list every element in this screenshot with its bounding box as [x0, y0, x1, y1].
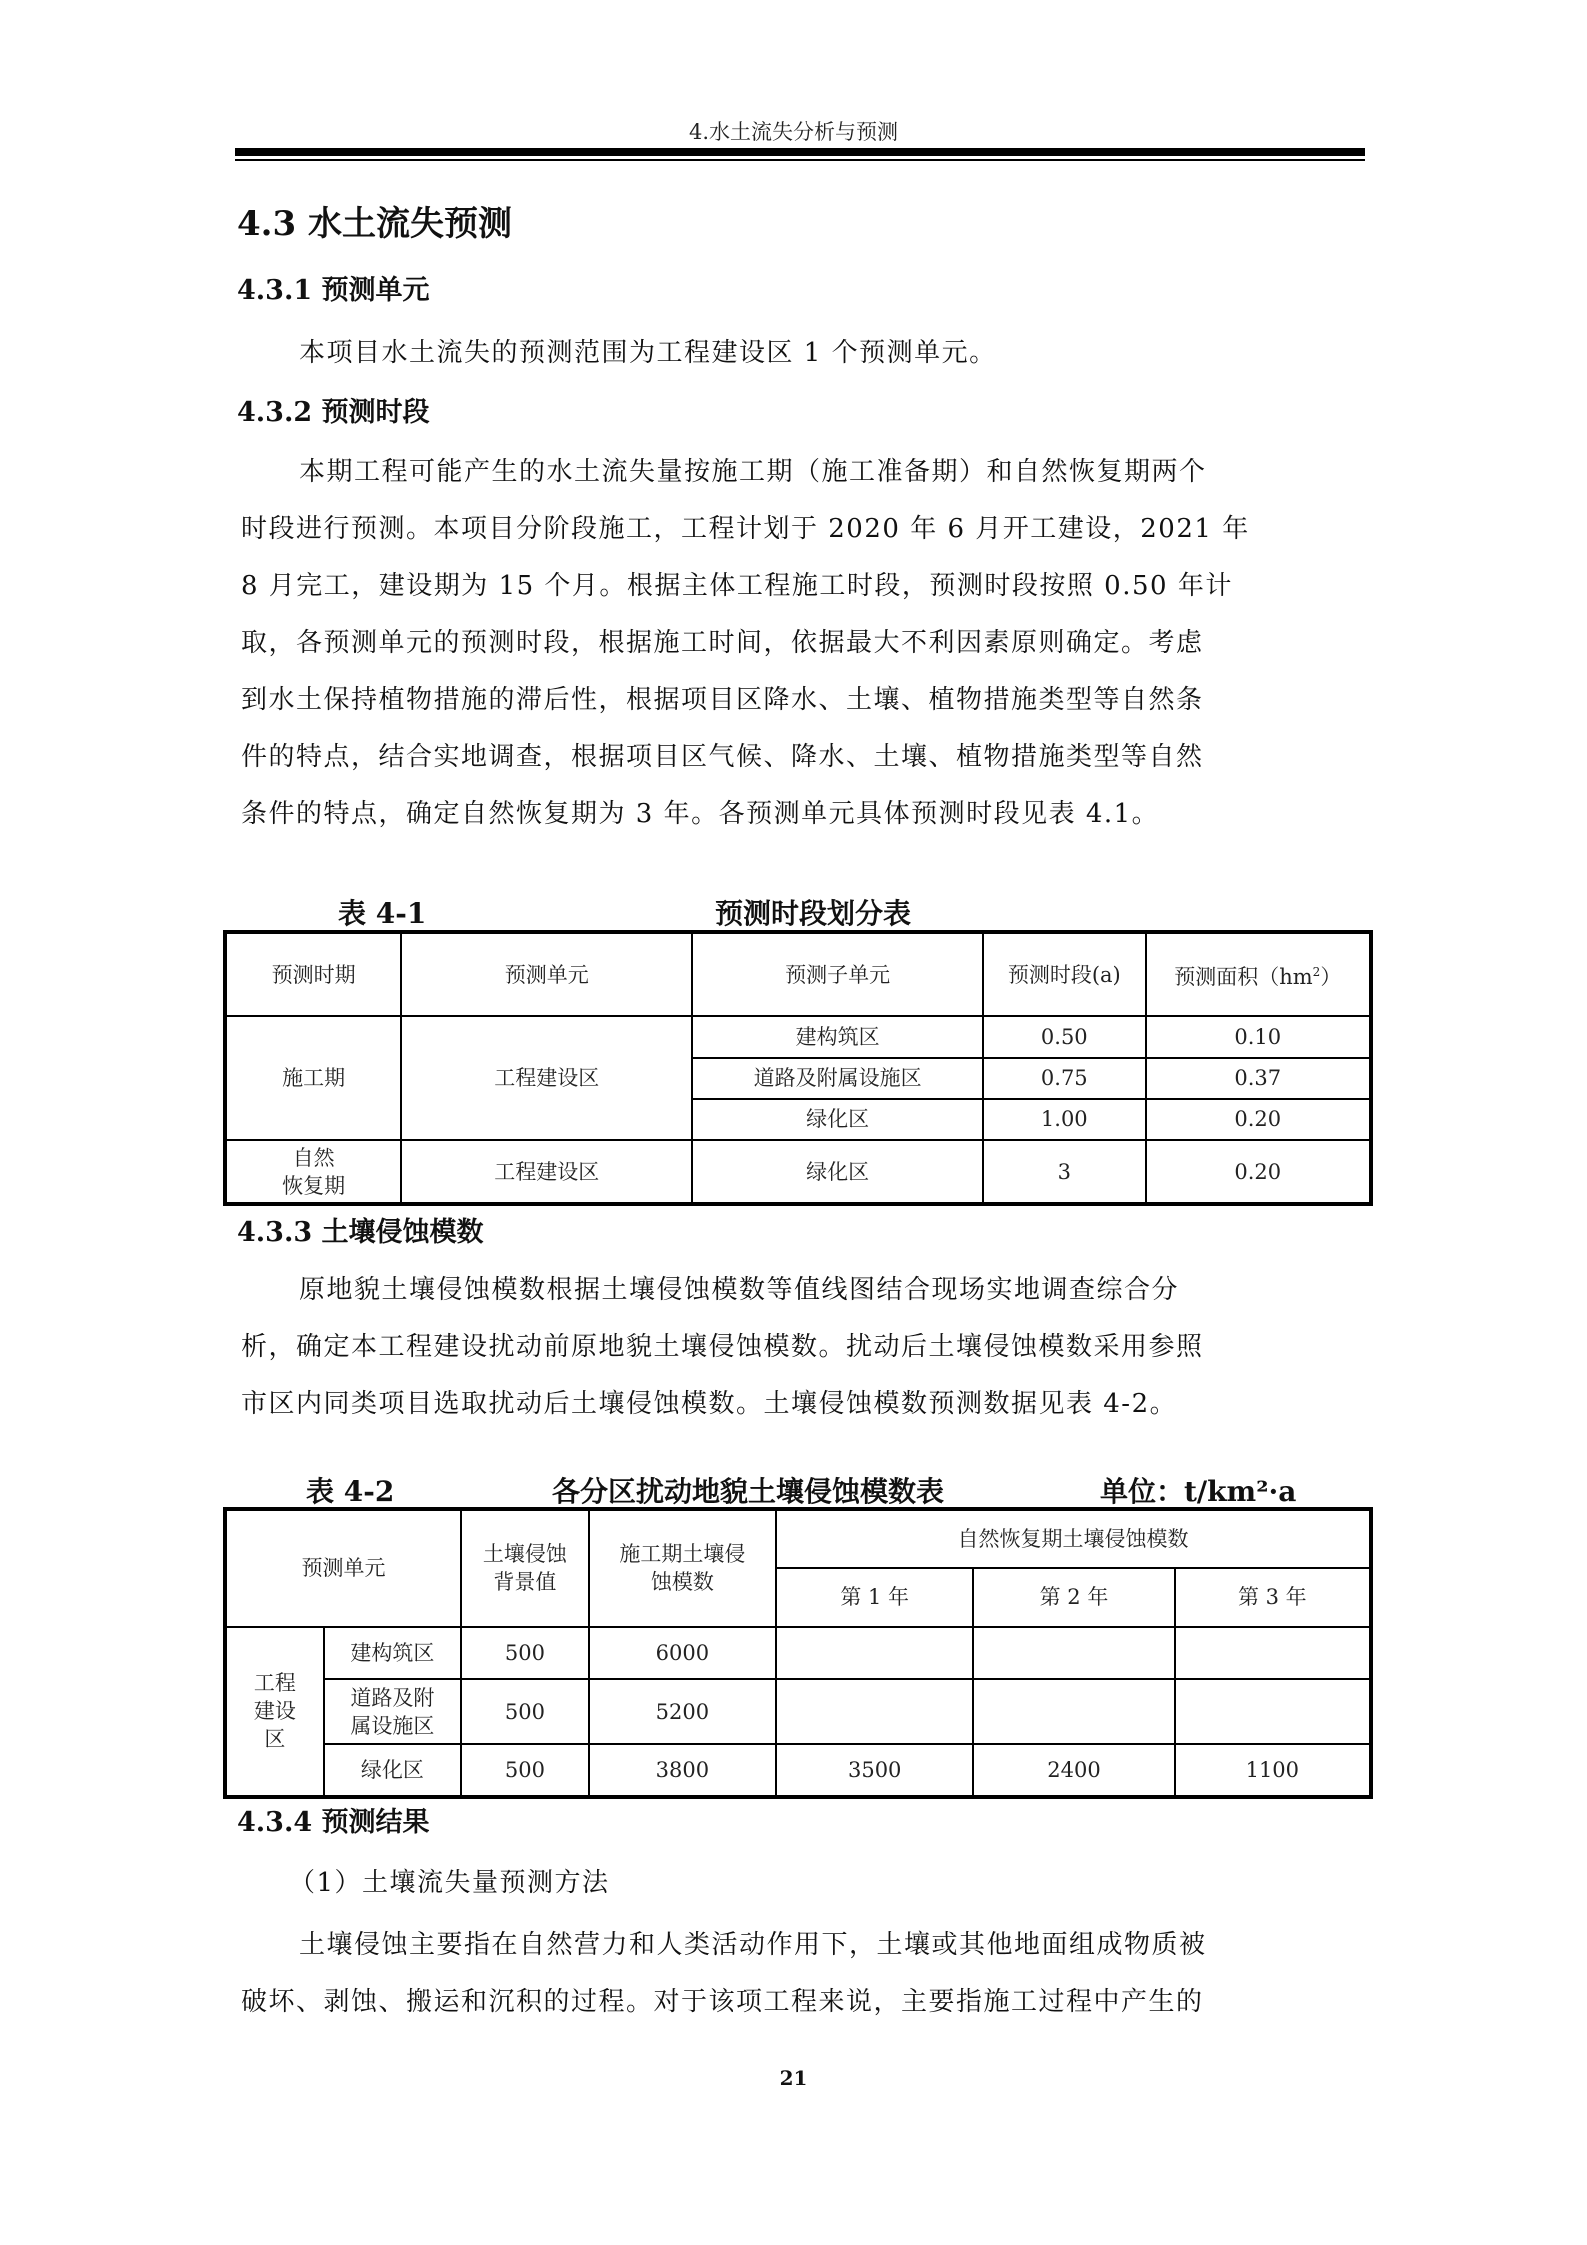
table-header-row	[225, 932, 1371, 1016]
table-row	[225, 1679, 1371, 1744]
header-cell: 土壤侵蚀 背景值	[461, 1509, 589, 1627]
paragraph-line: 市区内同类项目选取扰动后土壤侵蚀模数。土壤侵蚀模数预测数据见表 4-2。	[241, 1389, 1178, 1419]
table-header-row	[225, 1509, 1371, 1568]
heading-4-3-1: 4.3.1 预测单元	[237, 275, 430, 306]
sub-unit-cell: 绿化区	[692, 1140, 983, 1204]
value-cell: 500	[461, 1744, 589, 1797]
paragraph-line: 本期工程可能产生的水土流失量按施工期（施工准备期）和自然恢复期两个	[299, 457, 1207, 487]
paragraph-text: 本项目水土流失的预测范围为工程建设区 1 个预测单元。	[299, 338, 997, 368]
list-item-1: （1）土壤流失量预测方法	[289, 1868, 610, 1898]
section-title: 4.3 水土流失预测	[237, 204, 512, 244]
duration-cell: 0.50	[983, 1016, 1146, 1057]
header-cell: 预测面积$(hm^2)$	[1146, 932, 1371, 1016]
value-cell	[1175, 1627, 1371, 1680]
paragraph-4-3-4	[241, 1917, 1361, 2031]
value-cell: 1100	[1175, 1744, 1371, 1797]
subunit-cell: 道路及附 属设施区	[324, 1679, 461, 1744]
paragraph-line: 析，确定本工程建设扰动前原地貌土壤侵蚀模数。扰动后土壤侵蚀模数采用参照	[241, 1332, 1204, 1362]
header-cell: 第 1 年	[776, 1568, 973, 1627]
table-row	[225, 1627, 1371, 1680]
header-cell: 第 2 年	[973, 1568, 1174, 1627]
table2-label: 表 4-2	[306, 1475, 395, 1508]
table1-title: 预测时段划分表	[715, 897, 912, 930]
heading-4-3-3: 4.3.3 土壤侵蚀模数	[237, 1217, 484, 1248]
header-cell: 预测单元	[401, 932, 692, 1016]
paragraph-line: 到水土保持植物措施的滞后性，根据项目区降水、土壤、植物措施类型等自然条	[241, 685, 1204, 715]
header-cell: 自然恢复期土壤侵蚀模数	[776, 1509, 1371, 1568]
value-cell	[776, 1627, 973, 1680]
table2-unit: 单位：t/km²·a	[1100, 1475, 1297, 1508]
unit-cell: 工程建设区	[401, 1016, 692, 1140]
value-cell: 500	[461, 1679, 589, 1744]
table-4-2	[223, 1507, 1373, 1799]
period-cell: 自然 恢复期	[225, 1140, 401, 1204]
table-row	[225, 1744, 1371, 1797]
value-cell: 2400	[973, 1744, 1174, 1797]
table-row	[225, 1016, 1371, 1057]
paragraph-4-3-2	[241, 444, 1361, 843]
header-cell: 预测单元	[225, 1509, 461, 1627]
paragraph-line: 时段进行预测。本项目分阶段施工，工程计划于 2020 年 6 月开工建设，2021 年	[241, 514, 1250, 544]
heading-4-3-4: 4.3.4 预测结果	[237, 1807, 430, 1838]
paragraph-line: 破坏、剥蚀、搬运和沉积的过程。对于该项工程来说，主要指施工过程中产生的	[241, 1987, 1204, 2017]
sub-unit-cell: 建构筑区	[692, 1016, 983, 1057]
heading-4-3-2: 4.3.2 预测时段	[237, 397, 430, 428]
unit-cell: 工程建设区	[401, 1140, 692, 1204]
page-number: 21	[779, 2066, 808, 2090]
value-cell: 3500	[776, 1744, 973, 1797]
table1-label: 表 4-1	[338, 897, 427, 930]
paragraph-line: 件的特点，结合实地调查，根据项目区气候、降水、土壤、植物措施类型等自然	[241, 742, 1204, 772]
group-cell: 工程 建设 区	[225, 1627, 324, 1797]
header-cell: 预测时段(a)	[983, 932, 1146, 1016]
paragraph-4-3-1	[241, 325, 1361, 382]
header-rule-thick	[235, 148, 1365, 156]
value-cell	[973, 1627, 1174, 1680]
duration-cell: 3	[983, 1140, 1146, 1204]
header-cell: 第 3 年	[1175, 1568, 1371, 1627]
area-cell: 0.20	[1146, 1099, 1371, 1140]
paragraph-line: 条件的特点，确定自然恢复期为 3 年。各预测单元具体预测时段见表 4.1。	[241, 799, 1160, 829]
header-cell: 预测子单元	[692, 932, 983, 1016]
header-cell: 预测时期	[225, 932, 401, 1016]
table-4-1	[223, 930, 1373, 1206]
table-row	[225, 1140, 1371, 1204]
area-cell: 0.10	[1146, 1016, 1371, 1057]
value-cell: 500	[461, 1627, 589, 1680]
paragraph-line: 8 月完工，建设期为 15 个月。根据主体工程施工时段，预测时段按照 0.50 年计	[241, 571, 1233, 601]
value-cell	[1175, 1679, 1371, 1744]
area-cell: 0.20	[1146, 1140, 1371, 1204]
paragraph-4-3-3	[241, 1262, 1361, 1433]
subunit-cell: 建构筑区	[324, 1627, 461, 1680]
area-cell: 0.37	[1146, 1058, 1371, 1099]
duration-cell: 1.00	[983, 1099, 1146, 1140]
sub-unit-cell: 绿化区	[692, 1099, 983, 1140]
sub-unit-cell: 道路及附属设施区	[692, 1058, 983, 1099]
value-cell: 6000	[589, 1627, 776, 1680]
subunit-cell: 绿化区	[324, 1744, 461, 1797]
value-cell: 5200	[589, 1679, 776, 1744]
paragraph-line: 取，各预测单元的预测时段，根据施工时间，依据最大不利因素原则确定。考虑	[241, 628, 1204, 658]
value-cell: 3800	[589, 1744, 776, 1797]
value-cell	[776, 1679, 973, 1744]
header-cell: 施工期土壤侵 蚀模数	[589, 1509, 776, 1627]
paragraph-line: 土壤侵蚀主要指在自然营力和人类活动作用下，土壤或其他地面组成物质被	[299, 1930, 1207, 1960]
period-cell: 施工期	[225, 1016, 401, 1140]
paragraph-line: 原地貌土壤侵蚀模数根据土壤侵蚀模数等值线图结合现场实地调查综合分	[299, 1275, 1180, 1305]
header-rule-thin	[235, 159, 1365, 161]
duration-cell: 0.75	[983, 1058, 1146, 1099]
value-cell	[973, 1679, 1174, 1744]
table2-title: 各分区扰动地貌土壤侵蚀模数表	[552, 1475, 945, 1508]
running-header: 4.水土流失分析与预测	[688, 120, 899, 144]
